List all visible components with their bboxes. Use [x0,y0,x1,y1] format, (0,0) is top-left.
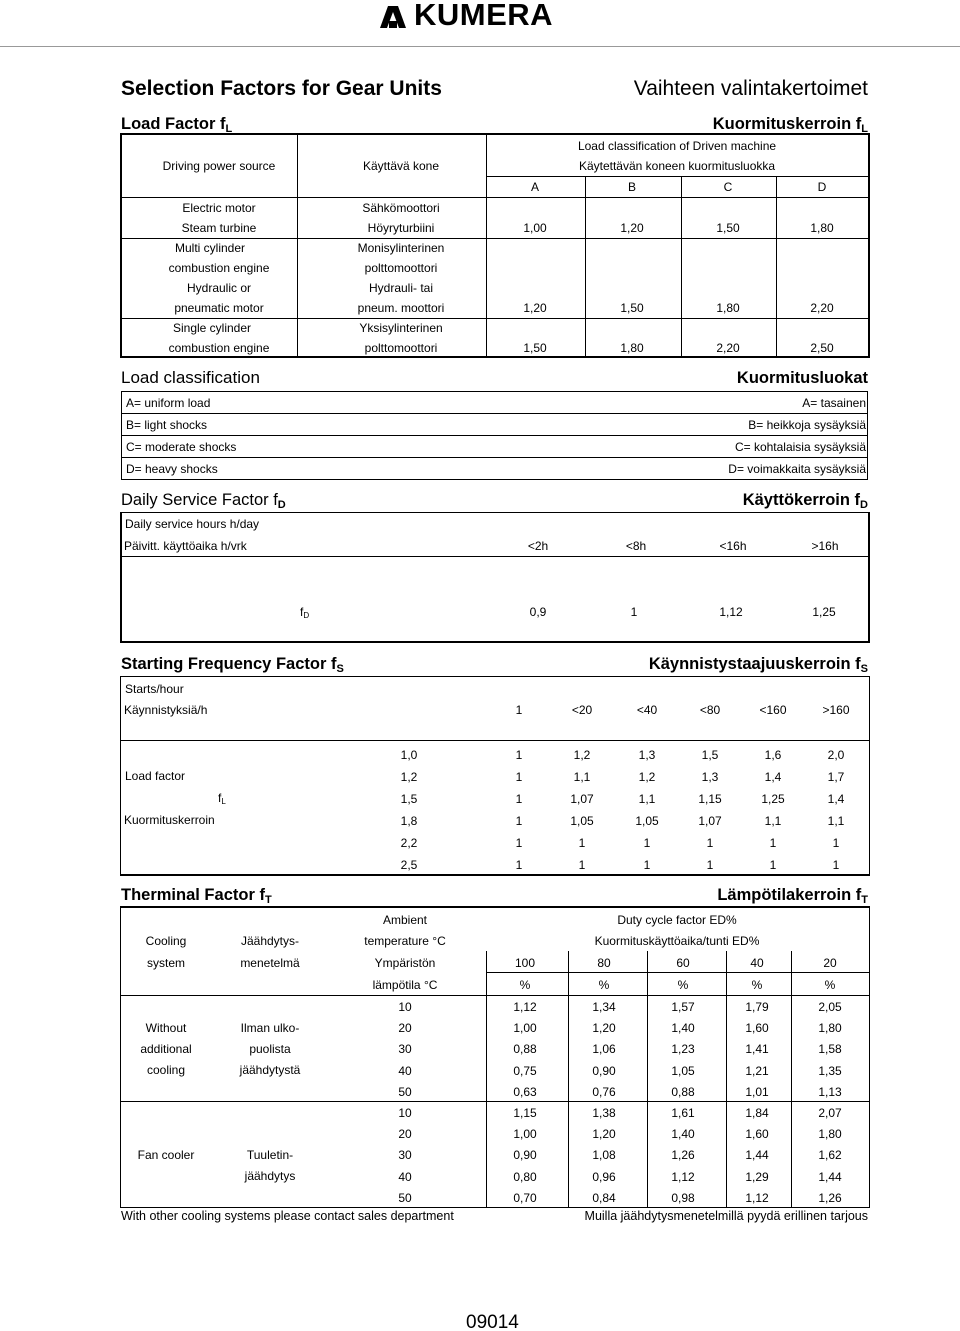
lf-row1-fi-2: Höyryturbiini [367,221,435,235]
g1-fi-3: jäähdytystä [239,1063,301,1077]
th-cell: 1,06 [592,1042,616,1057]
th-temp-cell: 40 [398,1063,412,1078]
sf-cell: 1 [706,836,714,850]
th-cell: 1,62 [818,1148,842,1163]
sf-cell: 1,5 [701,748,719,762]
sf-cell: 1 [515,814,523,828]
th-cell: 0,88 [513,1042,537,1057]
fd-cell: 0,9 [529,605,547,619]
kumera-logo-icon [378,4,408,28]
th-cell: 1,79 [745,1000,769,1014]
ambient-fi-1: Ympäristön [374,956,436,970]
ambient-fi-2: lämpötila °C [372,978,438,992]
lf-row2-fi-1: Monisylinterinen [357,241,445,255]
lf-cell: 2,50 [810,341,834,355]
lf-row2-en-3: Hydraulic or [186,281,252,295]
sf-cell: 1,2 [573,748,591,762]
sf-cell: 1,1 [638,792,656,806]
sf-row-label-sym: $f_L$ [218,791,226,806]
g1-fi-2: puolista [249,1042,291,1056]
lf-row2-fi-3: Hydrauli- tai [368,281,434,295]
load-class-table [121,391,868,480]
g1-fi-1: Ilman ulko- [240,1021,300,1035]
ed-cell: 100 [514,956,536,970]
sf-cell: 1 [515,858,523,872]
th-cell: 0,75 [513,1063,537,1078]
sf-fl-cell: 1,8 [400,814,418,828]
header-divider [0,46,960,47]
th-cell: 0,70 [513,1190,537,1205]
th-cell: 1,13 [818,1084,842,1099]
lf-row1-en-1: Electric motor [182,201,256,215]
load-class-fi: B= heikkoja sysäyksiä [748,418,866,432]
lf-cell: 1,50 [620,301,644,315]
class-d: D [817,180,827,194]
lf-cell: 2,20 [810,301,834,315]
lf-cell: 1,80 [620,341,644,355]
daily-service-heading-fi: Käyttökerroin $f_D$ [742,491,868,511]
th-cell: 0,96 [592,1169,616,1184]
starts-cell: <80 [699,703,721,717]
th-cell: 1,34 [592,1000,616,1014]
title-en: Selection Factors for Gear Units [121,77,442,100]
sf-cell: 1,3 [638,748,656,762]
th-cell: 1,60 [745,1021,769,1036]
thermal-note-fi: Muilla jäähdytysmenetelmillä pyydä erillinen tarjous [584,1209,868,1223]
sf-cell: 1 [578,836,586,850]
load-class-en: A= uniform load [126,396,211,410]
th-cell: 2,05 [818,1000,842,1014]
load-class-fi: C= kohtalaisia sysäyksiä [734,440,866,454]
daily-label-en: Daily service hours h/day [125,517,260,531]
sf-cell: 1,2 [638,770,656,784]
sf-cell: 1,05 [635,814,659,828]
sf-cell: 1,1 [573,770,591,784]
col-kayttava-kone: Käyttävä kone [362,159,440,173]
starts-cell: <160 [759,703,787,717]
load-class-heading-en: Load classification [121,368,260,387]
load-class-en: D= heavy shocks [126,462,218,476]
th-cell: 0,80 [513,1169,537,1184]
th-cell: 1,23 [671,1042,695,1057]
sf-cell: 1,07 [570,792,594,806]
starts-cell: 1 [515,703,523,717]
sf-cell: 1,4 [827,792,845,806]
lf-cell: 1,80 [716,301,740,315]
g2-fi-2: jäähdytys [244,1169,296,1183]
th-cell: 1,12 [671,1169,695,1184]
th-cell: 0,88 [671,1084,695,1099]
th-cell: 1,61 [671,1106,695,1120]
class-b: B [627,180,637,194]
pct-cell: % [751,978,763,992]
sf-cell: 1,6 [764,748,782,762]
th-cell: 1,35 [818,1063,842,1078]
thermal-heading-fi: Lämpötilakerroin $f_T$ [717,886,868,906]
th-cell: 1,08 [592,1148,616,1163]
starts-cell: <40 [636,703,658,717]
th-temp-cell: 10 [398,1106,412,1120]
th-cell: 1,44 [745,1148,769,1163]
th-cell: 0,90 [592,1063,616,1078]
starting-freq-heading-fi: Käynnistystaajuuskerroin $f_S$ [648,655,868,675]
th-cell: 1,58 [818,1042,842,1057]
lf-row2-en-2: combustion engine [168,261,270,275]
starting-freq-table [120,676,870,876]
lf-cell: 1,20 [620,221,644,235]
load-factor-heading-fi: Kuormituskerroin $f_L$ [712,115,868,135]
th-cell: 1,12 [513,1000,537,1014]
ambient-en-2: temperature °C [364,934,446,948]
sf-fl-cell: 2,5 [400,858,418,872]
sf-cell: 1,3 [701,770,719,784]
th-temp-cell: 50 [398,1190,412,1205]
fd-cell: 1,25 [812,605,836,619]
daily-service-table [120,512,870,643]
th-cell: 1,80 [818,1127,842,1142]
class-a: A [530,180,540,194]
ambient-en-1: Ambient [382,913,428,927]
ed-cell: 20 [823,956,837,970]
th-cell: 1,40 [671,1021,695,1036]
sf-cell: 1 [643,836,651,850]
sf-cell: 1 [769,836,777,850]
sf-cell: 1,07 [698,814,722,828]
hours-cell: <16h [719,539,747,553]
sf-cell: 2,0 [827,748,845,762]
pct-cell: % [519,978,531,992]
lf-row1-fi-1: Sähkömoottori [362,201,440,215]
pct-cell: % [824,978,836,992]
lf-cell: 1,80 [810,221,834,235]
th-cell: 1,41 [745,1042,769,1057]
th-cell: 1,80 [818,1021,842,1036]
col-driving-source: Driving power source [162,159,276,173]
lf-row3-en-1: Single cylinder [172,321,252,335]
starts-label-fi: Käynnistyksiä/h [124,703,208,717]
sf-cell: 1,05 [570,814,594,828]
th-cell: 1,21 [745,1063,769,1078]
fd-cell: 1 [630,605,638,619]
th-cell: 1,38 [592,1106,616,1120]
lf-cell: 1,00 [523,221,547,235]
duty-en: Duty cycle factor ED% [617,913,737,927]
th-cell: 1,40 [671,1127,695,1142]
starts-cell: <20 [571,703,593,717]
kumera-logo [378,2,610,32]
sf-cell: 1 [515,792,523,806]
lf-row2-en-4: pneumatic motor [174,301,264,315]
g2-fi-1: Tuuletin- [246,1148,294,1162]
th-temp-cell: 30 [398,1042,412,1057]
class-c: C [723,180,733,194]
lf-row2-en-1: Multi cylinder [174,241,246,255]
lf-row3-fi-2: polttomoottori [364,341,438,355]
ed-cell: 80 [597,956,611,970]
sf-cell: 1 [515,836,523,850]
th-cell: 0,63 [513,1084,537,1099]
th-cell: 1,15 [513,1106,537,1120]
th-cell: 1,05 [671,1063,695,1078]
load-class-fi: D= voimakkaita sysäyksiä [728,462,866,476]
sf-cell: 1,1 [764,814,782,828]
brand-name: KUMERA [414,0,554,32]
sf-cell: 1 [832,836,840,850]
sf-row-label-fi: Kuormituskerroin [124,813,215,827]
sf-cell: 1 [706,858,714,872]
sf-cell: 1,15 [698,792,722,806]
sf-fl-cell: 1,5 [400,792,418,806]
cooling-fi-2: menetelmä [240,956,300,970]
starting-freq-heading-en: Starting Frequency Factor $f_S$ [121,655,344,675]
fd-label: $f_D$ [300,605,310,620]
daily-label-fi: Päivitt. käyttöaika h/vrk [124,539,247,553]
g1-en-3: cooling [146,1063,186,1077]
th-temp-cell: 40 [398,1169,412,1184]
g2-en-1: Fan cooler [137,1148,195,1162]
daily-service-heading-en: Daily Service Factor $f_D$ [121,491,286,511]
th-cell: 1,26 [671,1148,695,1163]
th-cell: 0,98 [671,1190,695,1205]
th-cell: 1,44 [818,1169,842,1184]
load-class-en: C= moderate shocks [126,440,237,454]
hours-cell: >16h [811,539,839,553]
col-load-class-fi: Käytettävän koneen kuormitusluokka [578,159,776,173]
hours-cell: <8h [625,539,647,553]
th-cell: 1,26 [818,1190,842,1205]
lf-cell: 1,20 [523,301,547,315]
sf-cell: 1,4 [764,770,782,784]
ed-cell: 40 [750,956,764,970]
thermal-heading-en: Therminal Factor $f_T$ [121,886,272,906]
load-class-heading-fi: Kuormitusluokat [736,369,868,387]
fd-cell: 1,12 [719,605,743,619]
lf-cell: 2,20 [716,341,740,355]
pct-cell: % [677,978,689,992]
th-cell: 1,01 [745,1084,769,1099]
lf-row1-en-2: Steam turbine [181,221,257,235]
sf-row-label-en: Load factor [125,769,186,783]
g1-en-1: Without [145,1021,187,1035]
th-cell: 0,84 [592,1190,616,1205]
lf-row3-fi-1: Yksisylinterinen [359,321,443,335]
lf-cell: 1,50 [523,341,547,355]
sf-cell: 1 [769,858,777,872]
th-cell: 1,29 [745,1169,769,1184]
th-cell: 1,20 [592,1021,616,1036]
th-temp-cell: 20 [398,1021,412,1036]
th-temp-cell: 30 [398,1148,412,1163]
sf-cell: 1 [515,770,523,784]
starts-label-en: Starts/hour [125,682,184,696]
th-cell: 1,60 [745,1127,769,1142]
lf-cell: 1,50 [716,221,740,235]
sf-cell: 1,7 [827,770,845,784]
th-cell: 0,76 [592,1084,616,1099]
load-class-en: B= light shocks [126,418,208,432]
sf-fl-cell: 1,0 [400,748,418,762]
th-cell: 1,00 [513,1021,537,1036]
lf-row2-fi-4: pneum. moottori [357,301,445,315]
thermal-table [120,906,870,1208]
th-cell: 2,07 [818,1106,842,1120]
ed-cell: 60 [676,956,690,970]
pct-cell: % [598,978,610,992]
th-temp-cell: 20 [398,1127,412,1142]
thermal-note-en: With other cooling systems please contact sales department [121,1209,454,1223]
sf-cell: 1 [643,858,651,872]
sf-cell: 1 [832,858,840,872]
sf-fl-cell: 1,2 [400,770,418,784]
load-class-fi: A= tasainen [802,396,866,410]
th-cell: 0,90 [513,1148,537,1163]
th-cell: 1,00 [513,1127,537,1142]
cooling-en-1: Cooling [145,934,187,948]
starts-cell: >160 [822,703,850,717]
th-temp-cell: 10 [398,1000,412,1014]
lf-row2-fi-2: polttomoottori [364,261,438,275]
load-factor-heading-en: Load Factor $f_L$ [121,115,233,135]
cooling-fi-1: Jäähdytys- [240,934,300,948]
g1-en-2: additional [140,1042,192,1056]
th-cell: 1,20 [592,1127,616,1142]
duty-fi: Kuormituskäyttöaika/tunti ED% [594,934,760,948]
sf-cell: 1 [515,748,523,762]
col-load-class-en: Load classification of Driven machine [577,139,777,153]
sf-fl-cell: 2,2 [400,836,418,850]
th-cell: 1,12 [745,1190,769,1205]
sf-cell: 1,25 [761,792,785,806]
title-fi: Vaihteen valintakertoimet [633,77,868,100]
sf-cell: 1 [578,858,586,872]
th-temp-cell: 50 [398,1084,412,1099]
th-cell: 1,84 [745,1106,769,1120]
hours-cell: <2h [527,539,549,553]
page-number: 09014 [466,1312,519,1331]
th-cell: 1,57 [671,1000,695,1014]
sf-cell: 1,1 [827,814,845,828]
cooling-en-2: system [146,956,186,970]
lf-row3-en-2: combustion engine [168,341,270,355]
